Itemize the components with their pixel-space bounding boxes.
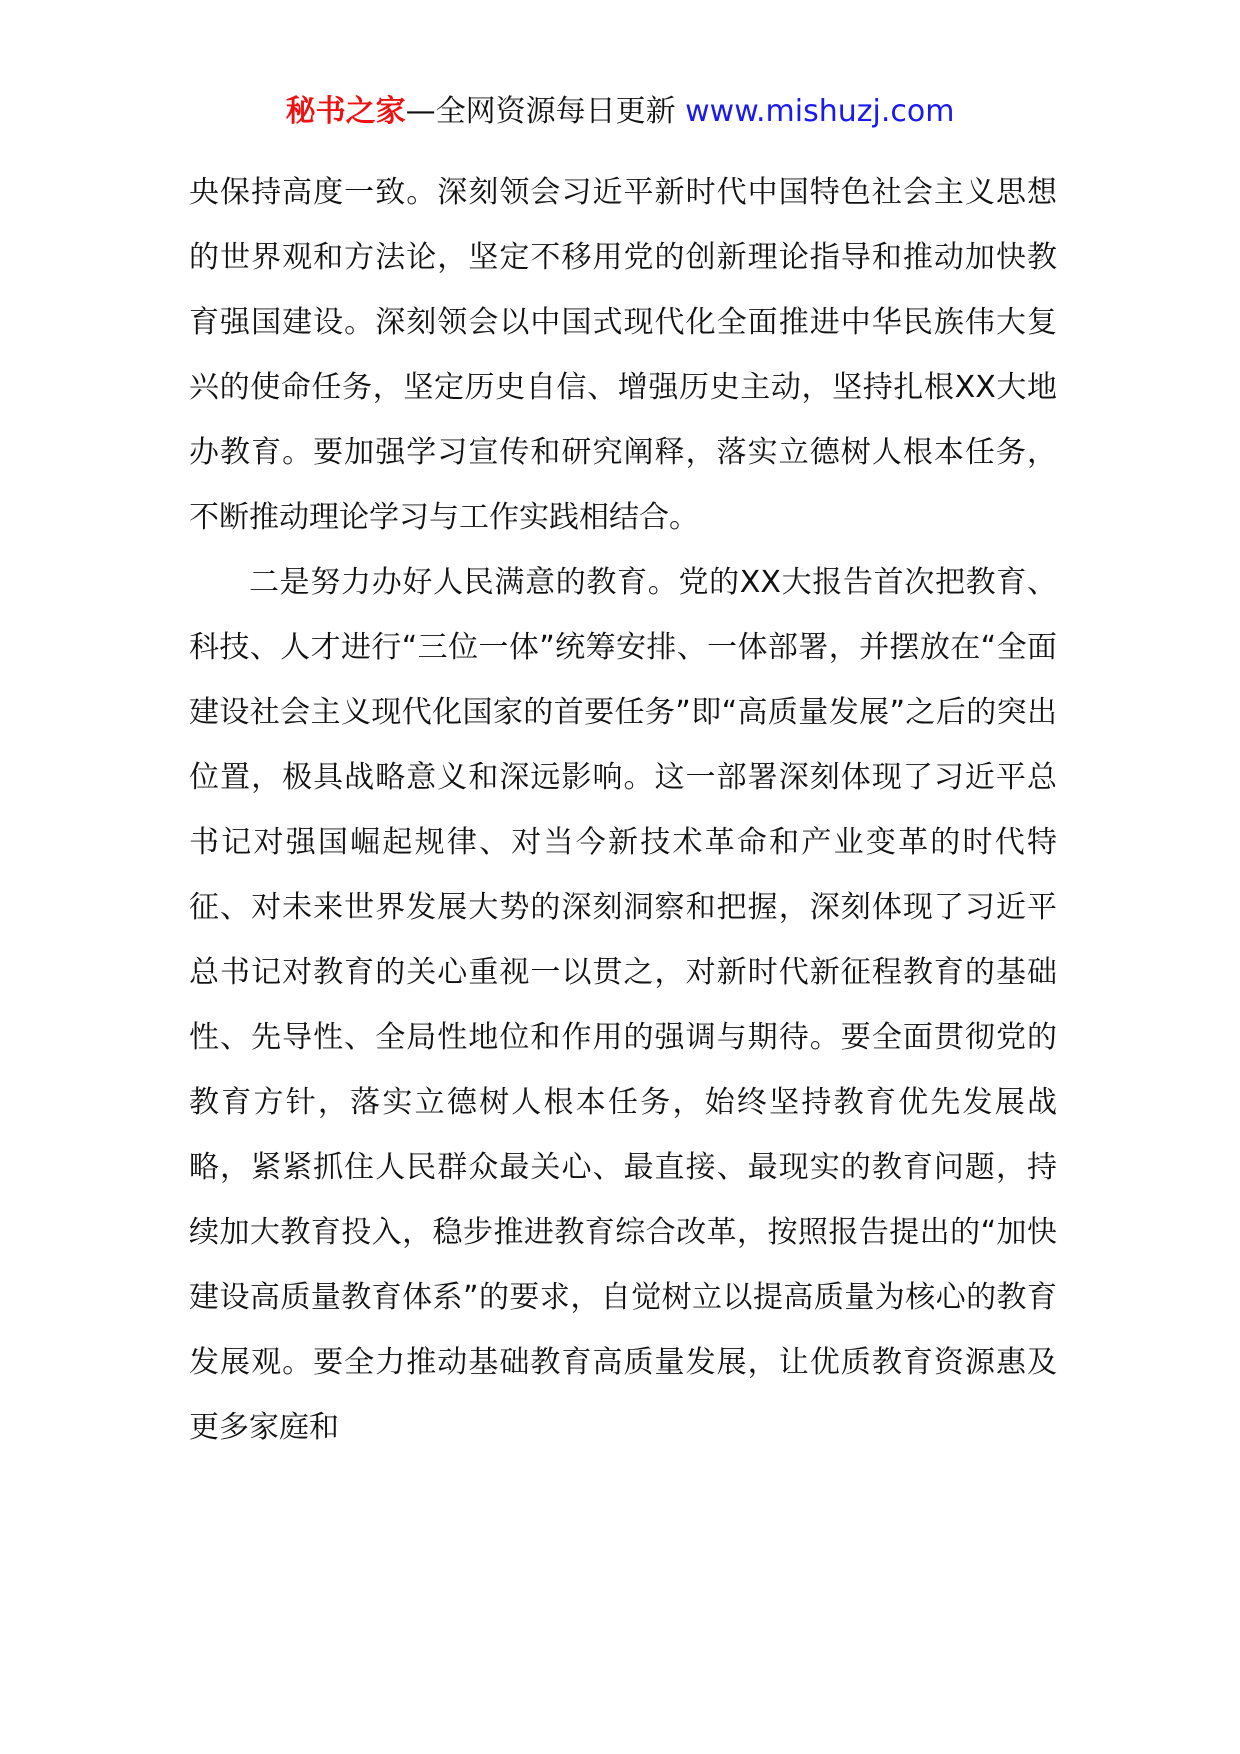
header-tagline: —全网资源每日更新: [405, 94, 676, 129]
brand-name: 秘书之家: [285, 94, 406, 129]
site-url-link[interactable]: www.mishuzj.com: [685, 94, 955, 129]
page-header: [0, 92, 1240, 132]
document-body: [189, 160, 1057, 1460]
paragraph-continuation: 央保持高度一致。深刻领会习近平新时代中国特色社会主义思想的世界观和方法论，坚定不移用党的创新理论指导和推动加快教育强国建设。深刻领会以中国式现代化全面推进中华民族伟大复兴的使命任务，坚定历史自信、增强历史主动，坚持扎根XX大地办教育。要加强学习宣传和研究阐释，落实立德树人根本任务，不断推动理论学习与工作实践相结合。: [189, 175, 1057, 535]
paragraph-education-satisfaction: 二是努力办好人民满意的教育。党的XX大报告首次把教育、科技、人才进行“三位一体”统筹安排、一体部署，并摆放在“全面建设社会主义现代化国家的首要任务”即“高质量发展”之后的突出位置，极具战略意义和深远影响。这一部署深刻体现了习近平总书记对强国崛起规律、对当今新技术革命和产业变革的时代特征、对未来世界发展大势的深刻洞察和把握，深刻体现了习近平总书记对教育的关心重视一以贯之，对新时代新征程教育的基础性、先导性、全局性地位和作用的强调与期待。要全面贯彻党的教育方针，落实立德树人根本任务，始终坚持教育优先发展战略，紧紧抓住人民群众最关心、最直接、最现实的教育问题，持续加大教育投入，稳步推进教育综合改革，按照报告提出的“加快建设高质量教育体系”的要求，自觉树立以提高质量为核心的教育发展观。要全力推动基础教育高质量发展，让优质教育资源惠及更多家庭和: [189, 565, 1057, 1445]
